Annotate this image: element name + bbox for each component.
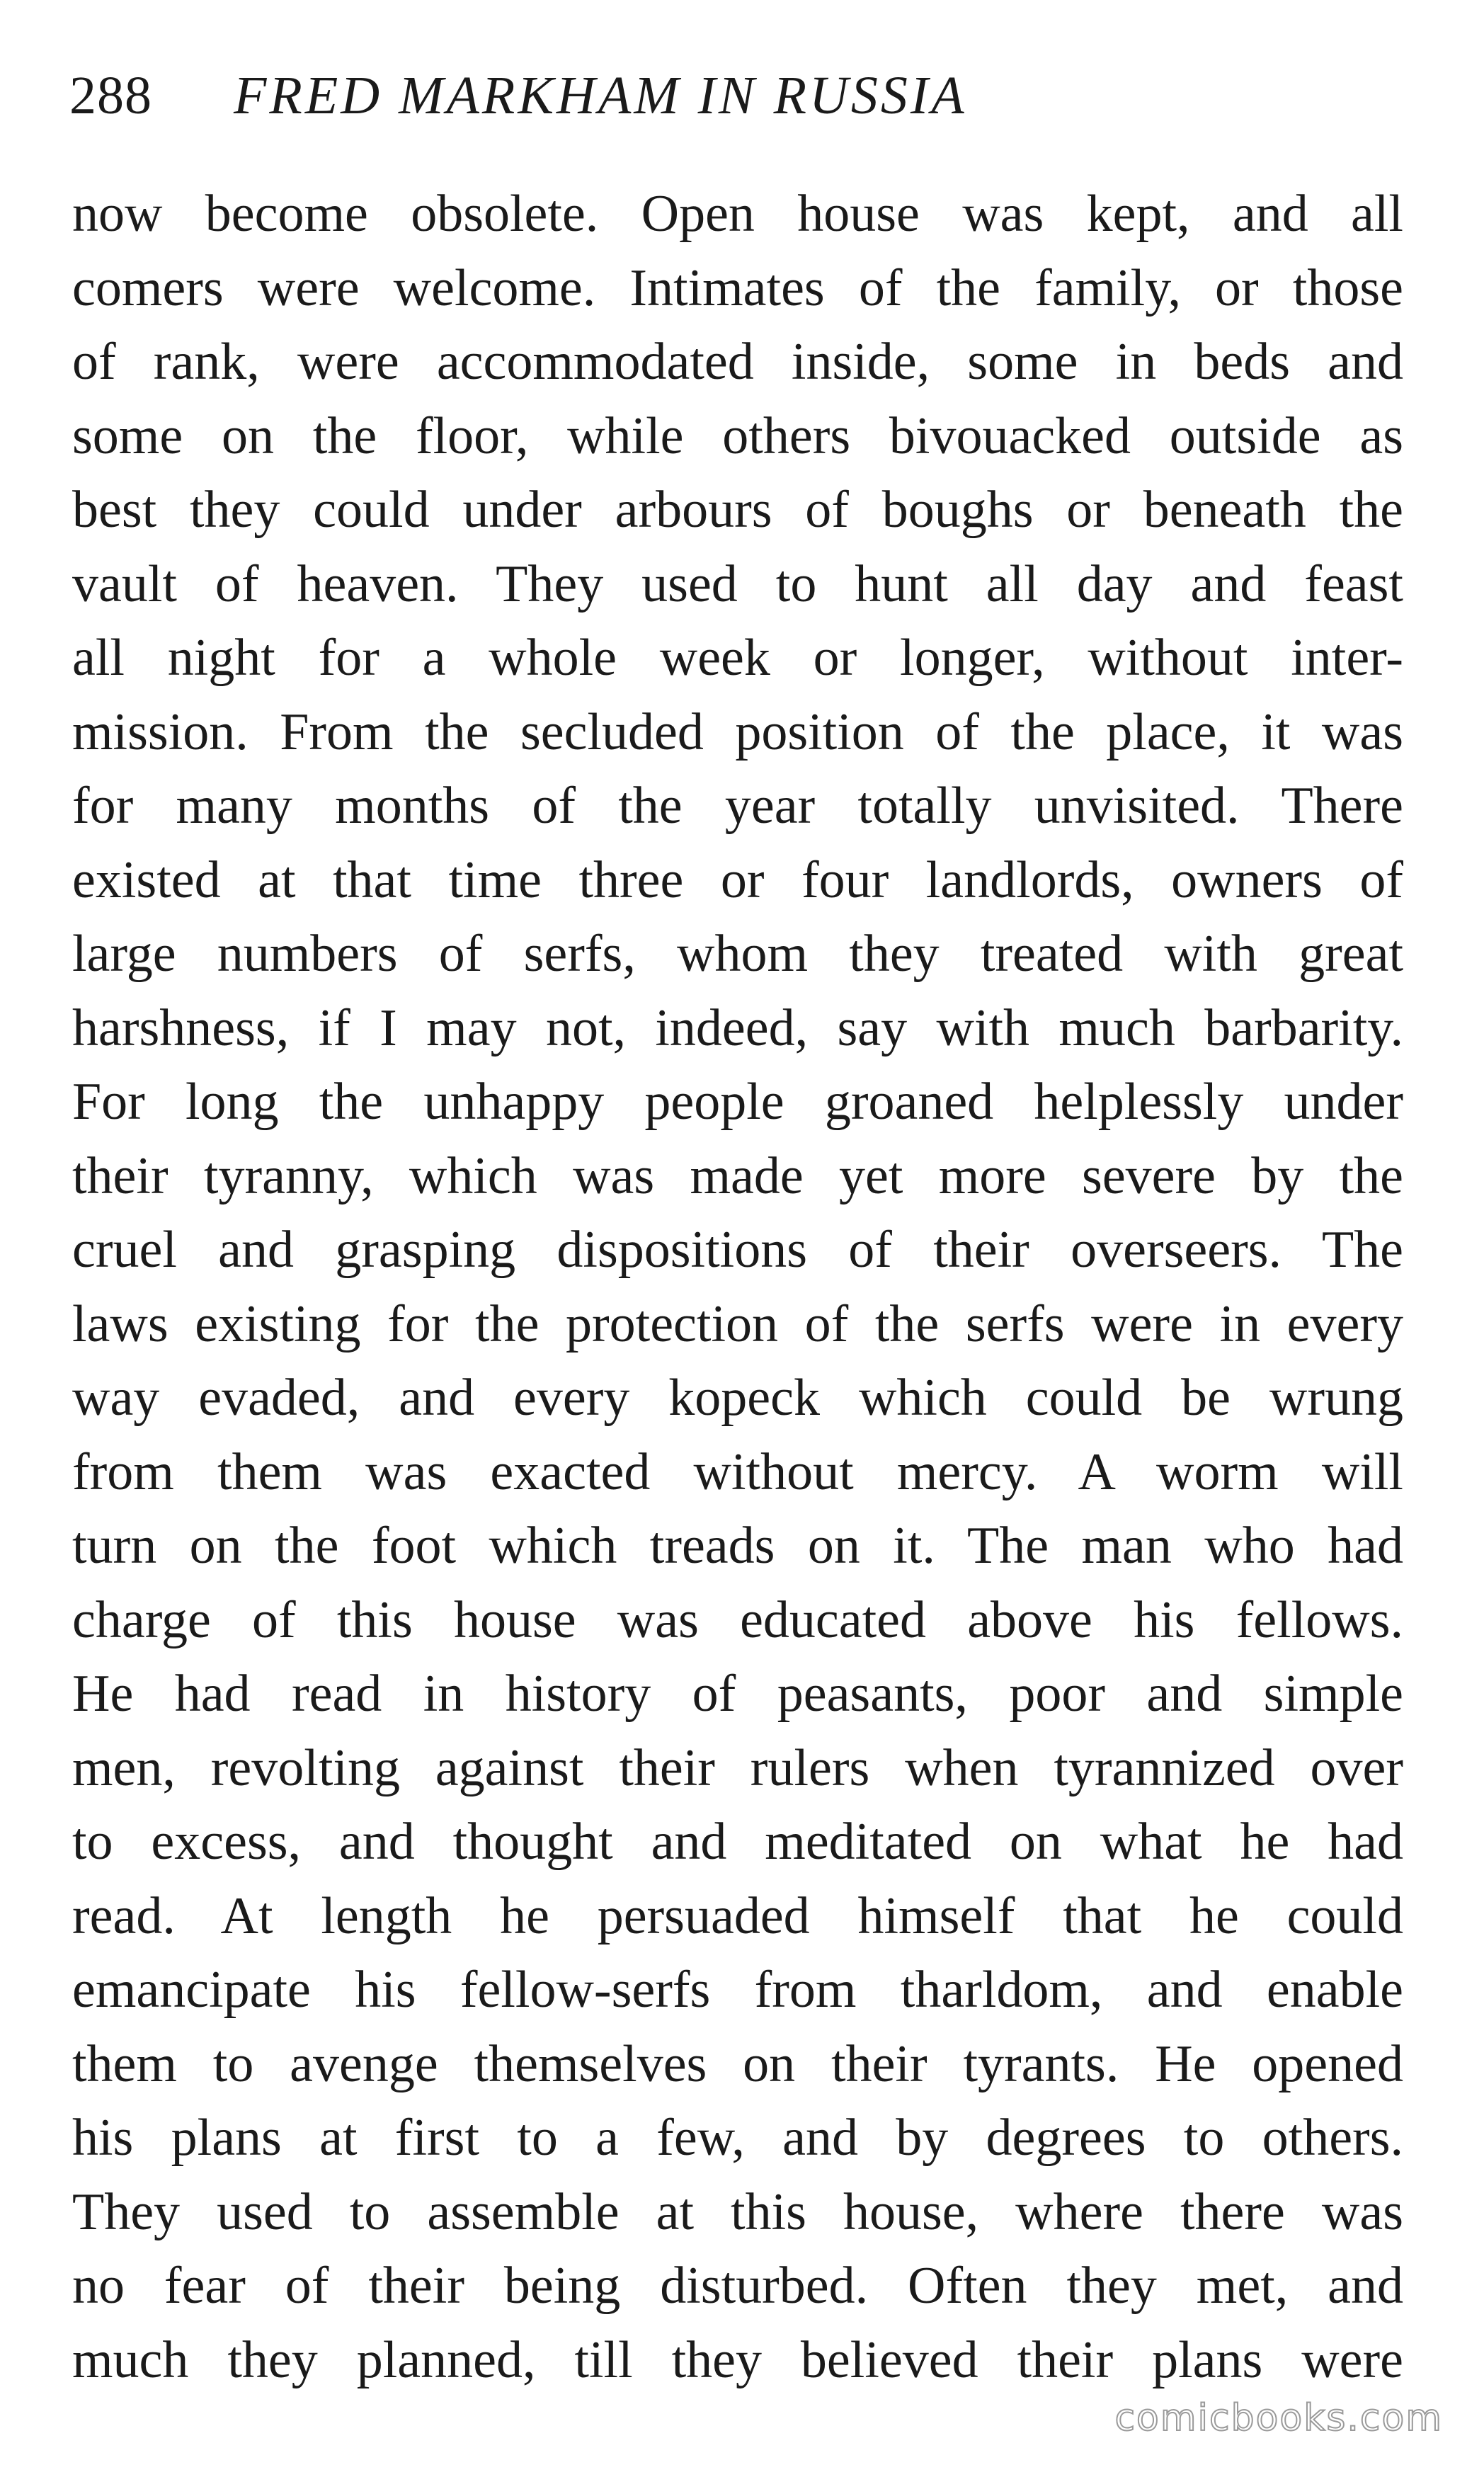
text-line: read. At length he persuaded himself that he could	[72, 1886, 1403, 1945]
text-line: charge of this house was educated above his fellows.	[72, 1590, 1403, 1649]
text-line: from them was exacted without mercy. A worm will	[72, 1442, 1403, 1501]
text-line: turn on the foot which treads on it. The man who had	[72, 1517, 1403, 1575]
text-line: laws existing for the protection of the serfs were in every	[72, 1294, 1403, 1353]
text-line: large numbers of serfs, whom they treated with great	[72, 925, 1403, 983]
text-line: emancipate his fellow-serfs from tharldom, and enable	[72, 1961, 1403, 2019]
text-line: them to avenge themselves on their tyrants. He opened	[72, 2034, 1403, 2093]
text-line: all night for a whole week or longer, without inter-	[72, 629, 1403, 687]
body-text	[72, 177, 1403, 2397]
text-line: harshness, if I may not, indeed, say with much barbarity.	[72, 998, 1403, 1057]
text-line: no fear of their being disturbed. Often they met, and	[72, 2257, 1403, 2315]
text-line: now become obsolete. Open house was kept, and all	[72, 185, 1403, 243]
running-title: FRED MARKHAM IN RUSSIA	[234, 66, 967, 125]
text-line: They used to assemble at this house, where there was	[72, 2182, 1403, 2241]
text-line: mission. From the secluded position of the place, it was	[72, 702, 1403, 761]
text-line: comers were welcome. Intimates of the family, or those	[72, 258, 1403, 317]
text-line: much they planned, till they believed their plans were	[72, 2330, 1403, 2389]
text-line: of rank, were accommodated inside, some in beds and	[72, 333, 1403, 391]
text-line: some on the floor, while others bivouacked outside as	[72, 406, 1403, 465]
text-line: men, revolting against their rulers when tyrannized over	[72, 1738, 1403, 1797]
watermark: comicbooks.com	[1114, 2397, 1443, 2439]
text-line: for many months of the year totally unvisited. There	[72, 777, 1403, 835]
running-head	[69, 65, 1415, 143]
text-line: best they could under arbours of boughs or beneath the	[72, 481, 1403, 539]
text-line: his plans at first to a few, and by degrees to others.	[72, 2109, 1403, 2167]
text-line: to excess, and thought and meditated on what he had	[72, 1813, 1403, 1871]
text-line: He had read in history of peasants, poor and simple	[72, 1665, 1403, 1723]
page-number: 288	[69, 66, 152, 125]
text-line: way evaded, and every kopeck which could be wrung	[72, 1369, 1403, 1427]
text-line: For long the unhappy people groaned helplessly under	[72, 1073, 1403, 1131]
text-line: their tyranny, which was made yet more severe by the	[72, 1146, 1403, 1205]
text-line: cruel and grasping dispositions of their overseers. The	[72, 1221, 1403, 1279]
text-line: vault of heaven. They used to hunt all day and feast	[72, 554, 1403, 613]
text-line: existed at that time three or four landlords, owners of	[72, 850, 1403, 909]
